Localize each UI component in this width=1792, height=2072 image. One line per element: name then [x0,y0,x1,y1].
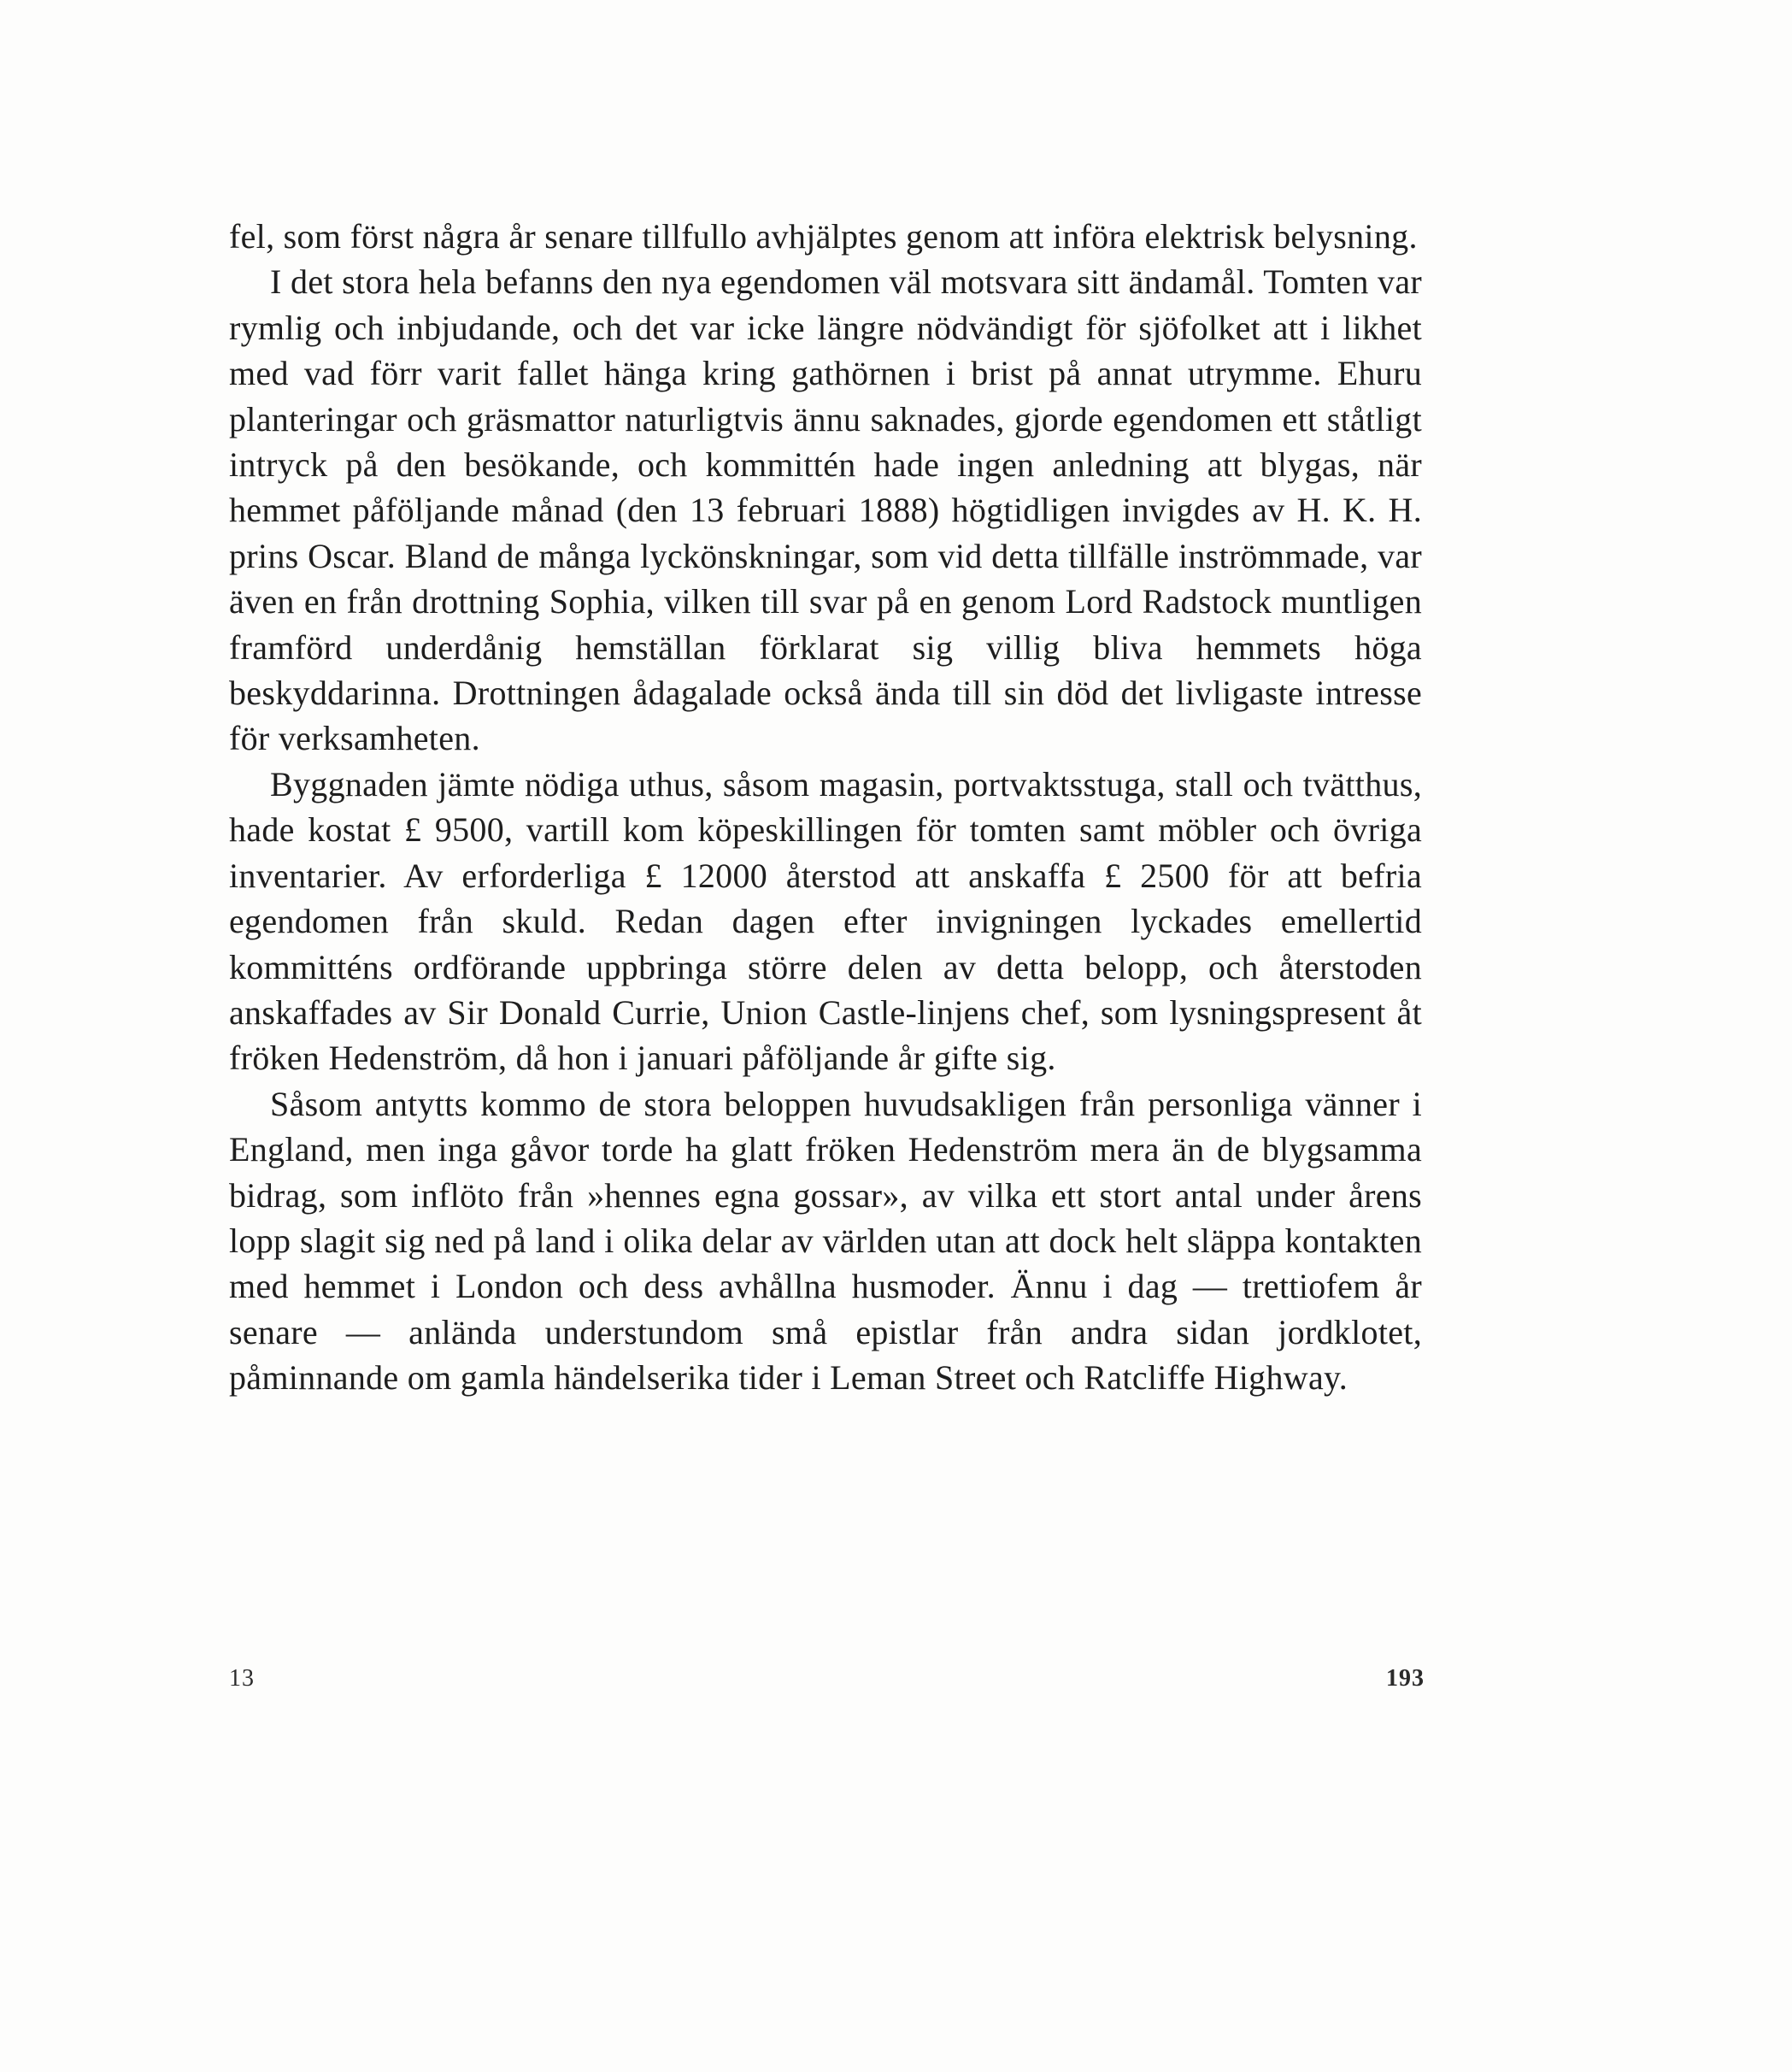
paragraph-1: fel, som först några år senare tillfullo avhjälptes genom att införa elektrisk belysning. [229,217,1418,256]
paragraph-3: Byggnaden jämte nödiga uthus, såsom magasin, portvaktsstuga, stall och tvätthus, hade kostat £ 9500, vartill kom köpeskillingen för tomten samt möbler och övriga inventarier. Av erforderliga £ 12000 återstod att anskaffa £ 2500 för att befria egendomen från skuld. Redan dagen efter invigningen lyckades emellertid kommitténs ordförande uppbringa större delen av detta belopp, och återstoden anskaffades av Sir Donald Currie, Union Castle-linjens chef, som lysningspresent åt fröken Hedenström, då hon i januari påföljande år gifte sig. [229,764,1422,1078]
body-text [229,214,1422,1401]
paragraph-4: Såsom antytts kommo de stora beloppen huvudsakligen från personliga vänner i England, men inga gåvor torde ha glatt fröken Hedenström mera än de blygsamma bidrag, som inflöto från »hennes egna gossar», av vilka ett stort antal under årens lopp slagit sig ned på land i olika delar av världen utan att dock helt släppa kontakten med hemmet i London och dess avhållna husmoder. Ännu i dag — trettiofem år senare — anlända understundom små epistlar från andra sidan jordklotet, påminnande om gamla händelserika tider i Leman Street och Ratcliffe Highway. [229,1084,1422,1398]
paragraph-2: I det stora hela befanns den nya egendomen väl motsvara sitt ändamål. Tomten var rymlig och inbjudande, och det var icke längre nödvändigt för sjöfolket att i likhet med vad förr varit fallet hänga kring gathörnen i brist på annat utrymme. Ehuru planteringar och gräsmattor naturligtvis ännu saknades, gjorde egendomen ett ståtligt intryck på den besökande, och kommittén hade ingen anledning att blygas, när hemmet påföljande månad (den 13 februari 1888) högtidligen invigdes av H. K. H. prins Oscar. Bland de många lyckönskningar, som vid detta tillfälle inströmmade, var även en från drottning Sophia, vilken till svar på en genom Lord Radstock muntligen framförd underdånig hemställan förklarat sig villig bliva hemmets höga beskyddarinna. Drottningen ådagalade också ända till sin död det livligaste intresse för verksamheten. [229,262,1422,758]
signature-mark: 13 [229,1665,255,1692]
page-number: 193 [1386,1665,1425,1692]
